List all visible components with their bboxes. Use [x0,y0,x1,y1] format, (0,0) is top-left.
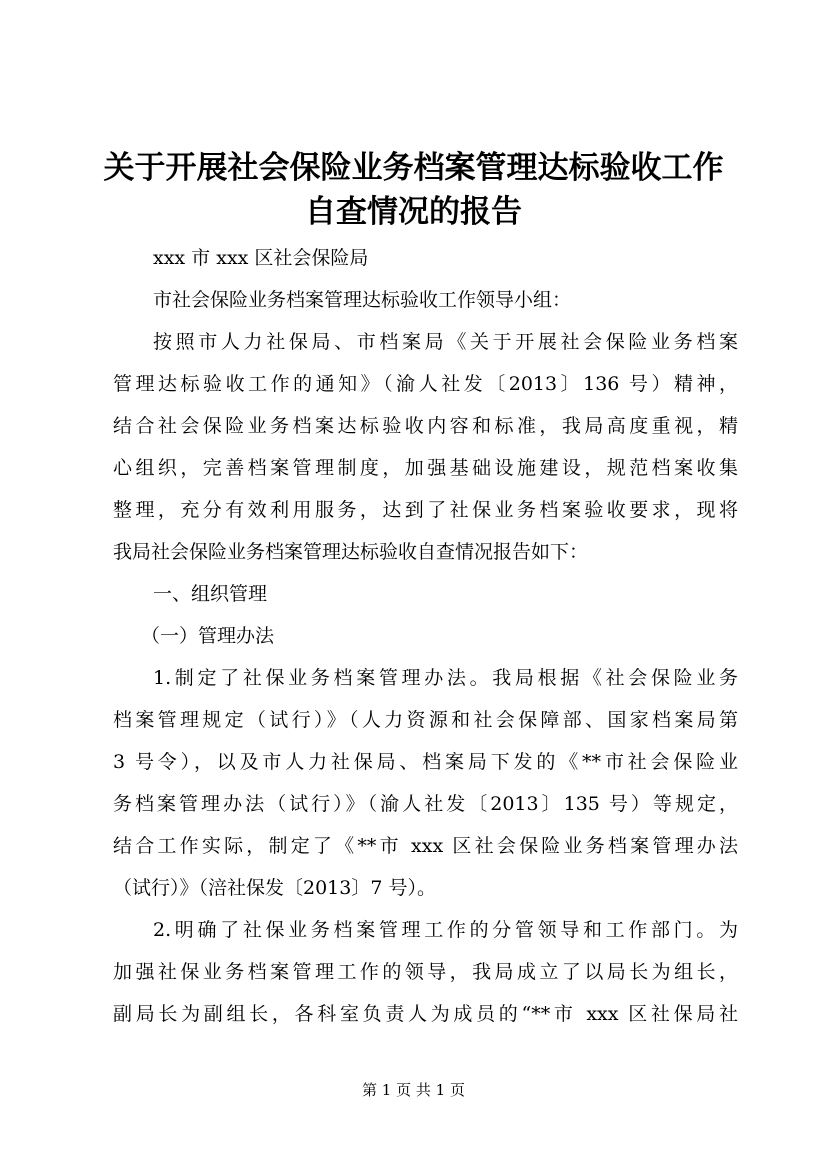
body-line: 结合工作实际，制定了《**市 xxx 区社会保险业务档案管理办法 [113,835,738,857]
body-line: 务档案管理办法（试行）》（渝人社发〔2013〕135 号）等规定， [113,793,738,815]
body-line: 1.制定了社保业务档案管理办法。我局根据《社会保险业务 [153,667,738,689]
section-heading: 一、组织管理 [153,583,268,605]
body-line: 按照市人力社保局、市档案局《关于开展社会保险业务档案 [153,331,738,353]
subsection-heading: （一）管理办法 [141,625,275,647]
body-line: 3 号令），以及市人力社保局、档案局下发的《**市社会保险业 [113,751,738,773]
body-line: 我局社会保险业务档案管理达标验收自查情况报告如下： [113,541,589,563]
body-line: 2.明确了社保业务档案管理工作的分管领导和工作部门。为 [153,919,738,941]
body-line: 心组织，完善档案管理制度，加强基础设施建设，规范档案收集 [113,457,738,479]
body-line: 整理，充分有效利用服务，达到了社保业务档案验收要求，现将 [113,499,738,521]
body-line: 副局长为副组长，各科室负责人为成员的“**市 xxx 区社保局社 [113,1003,738,1025]
body-line: 市社会保险业务档案管理达标验收工作领导小组： [153,289,572,311]
body-line: xxx 市 xxx 区社会保险局 [153,247,369,269]
body-line: 管理达标验收工作的通知》（渝人社发〔2013〕136 号）精神， [113,373,738,395]
body-line: 档案管理规定（试行）》（人力资源和社会保障部、国家档案局第 [113,709,738,731]
document-body [113,237,738,1035]
page-footer: 第 1 页 共 1 页 [362,1081,465,1099]
body-line: （试行）》（涪社保发〔2013〕7 号）。 [113,877,436,899]
body-line: 加强社保业务档案管理工作的领导，我局成立了以局长为组长， [113,961,738,983]
document-title-line-2: 自查情况的报告 [305,194,522,230]
body-line: 结合社会保险业务档案达标验收内容和标准，我局高度重视，精 [113,415,738,437]
document-title-line-1: 关于开展社会保险业务档案管理达标验收工作 [103,150,724,186]
